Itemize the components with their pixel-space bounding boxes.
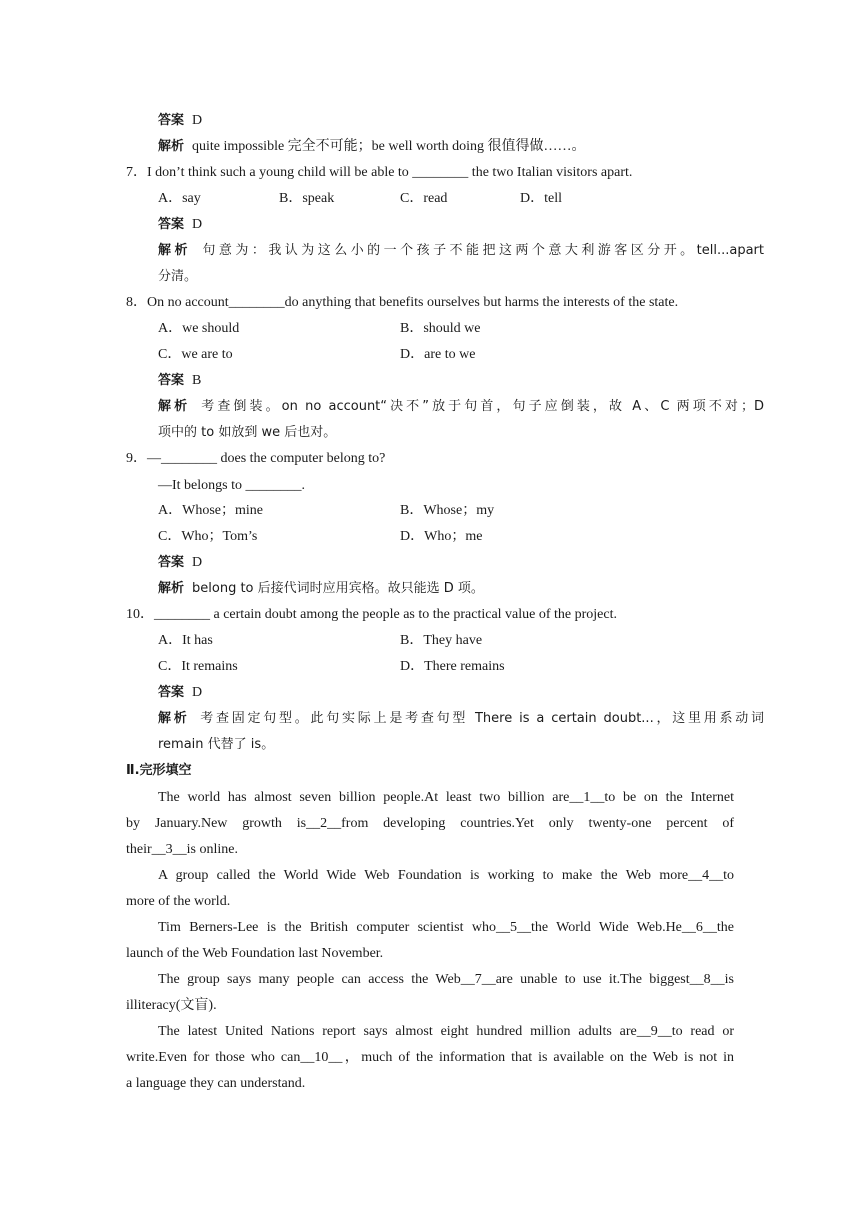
q10-analysis-line [158,710,764,728]
q10-option-c: C．It remains [158,659,238,674]
q9-option-d: D．Who；me [400,529,483,544]
passage-p5-line3: a language they can understand. [126,1076,306,1091]
q7-option-a: A．say [158,191,201,206]
q10-stem: 10．________ a certain doubt among the people as to the practical value of the project. [126,607,618,622]
answer-value: B [192,373,202,388]
passage-p3-line1: Tim Berners-Lee is the British computer scientist who__5__the World Wide Web.He__6__the [158,920,734,935]
q8-option-b: B．should we [400,321,481,336]
q9-option-c: C．Who；Tom’s [158,529,258,544]
q10-analysis-cont: remain 代替了 is。 [158,737,275,752]
analysis-label: 解析 [158,243,191,258]
q7-option-c: C．read [400,191,448,206]
analysis-label: 解析 [158,711,190,726]
passage-p4-line2: illiteracy(文盲). [126,998,217,1013]
q6-answer-line [158,112,202,130]
q7-analysis-line [158,242,764,260]
analysis-label: 解析 [158,399,191,414]
q9-option-b: B．Whose；my [400,503,495,518]
q8-option-c: C．we are to [158,347,233,362]
answer-label: 答案 [158,373,185,388]
passage-p3-line2: launch of the Web Foundation last November. [126,946,384,961]
analysis-label: 解析 [158,139,185,154]
passage-p2-line2: more of the world. [126,894,231,909]
q10-option-b: B．They have [400,633,483,648]
q9-option-a: A．Whose；mine [158,503,263,518]
analysis-label: 解析 [158,581,185,596]
q7-option-b: B．speak [279,191,335,206]
answer-value: D [192,555,203,570]
q8-option-d: D．are to we [400,347,476,362]
answer-label: 答案 [158,555,185,570]
answer-label: 答案 [158,217,185,232]
analysis-text: belong to 后接代词时应用宾格。故只能选 D 项。 [192,581,484,596]
q9-analysis-line [158,580,484,598]
q8-analysis-line [158,398,764,416]
answer-label: 答案 [158,685,185,700]
answer-label: 答案 [158,113,185,128]
answer-value: D [192,217,203,232]
passage-p4-line1: The group says many people can access the Web__7__are unable to use it.The biggest__8__is [158,972,734,987]
passage-p1-line3: their__3__is online. [126,842,238,857]
q8-option-a: A．we should [158,321,240,336]
q6-analysis-line [158,138,586,156]
q7-answer-line [158,216,202,234]
analysis-text: 考查固定句型。此句实际上是考查句型 There is a certain doubt...，这里用系动词 [197,711,764,726]
passage-p1-line1: The world has almost seven billion people.At least two billion are__1__to be on the Internet [158,790,734,805]
answer-value: D [192,685,203,700]
section-heading: Ⅱ.完形填空 [126,763,192,778]
passage-p1-line2: by January.New growth is__2__from developing countries.Yet only twenty-one percent of [126,816,734,831]
q9-stem-1: 9．—________ does the computer belong to? [126,451,386,466]
passage-p5-line1: The latest United Nations report says almost eight hundred million adults are__9__to read or [158,1024,734,1039]
q9-answer-line [158,554,202,572]
q8-answer-line [158,372,201,390]
q8-analysis-cont: 项中的 to 如放到 we 后也对。 [158,425,337,440]
passage-p5-line2: write.Even for those who can__10__，much of the information that is available on the Web is not in [126,1050,734,1065]
q7-stem: 7．I don’t think such a young child will be able to ________ the two Italian visitors apart. [126,165,633,180]
q8-stem: 8．On no account________do anything that benefits ourselves but harms the interests of the state. [126,295,679,310]
q9-stem-2: —It belongs to ________. [158,478,305,493]
analysis-text: quite impossible 完全不可能；be well worth doing 很值得做……。 [192,139,586,154]
q10-option-d: D．There remains [400,659,505,674]
answer-value: D [192,113,203,128]
analysis-text: 考查倒装。on no account“决不”放于句首，句子应倒装，故 A、C 两项不对；D [198,399,764,414]
q7-option-d: D．tell [520,191,562,206]
q10-answer-line [158,684,202,702]
q10-option-a: A．It has [158,633,213,648]
passage-p2-line1: A group called the World Wide Web Foundation is working to make the Web more__4__to [158,868,734,883]
analysis-text: 句意为：我认为这么小的一个孩子不能把这两个意大利游客区分开。tell...apart [198,243,764,258]
q7-analysis-cont: 分清。 [158,269,198,284]
